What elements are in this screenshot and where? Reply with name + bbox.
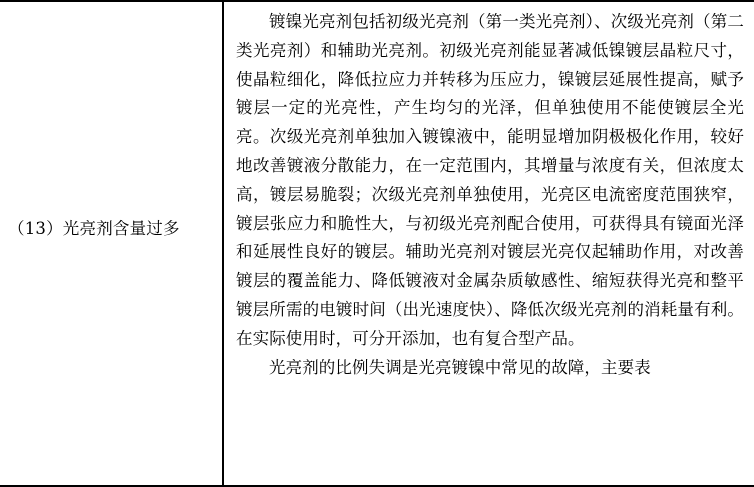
table-cell-body — [222, 0, 754, 487]
paragraph-2: 光亮剂的比例失调是光亮镀镍中常见的故障，主要表 — [269, 357, 651, 377]
body-text-block — [224, 2, 754, 382]
paragraph-1: 镀镍光亮剂包括初级光亮剂（第一类光亮剂）、次级光亮剂（第二类光亮剂）和辅助光亮剂。初级光亮剂能显著减低镍镀层晶粒尺寸，使晶粒细化，降低拉应力并转移为压应力，镍镀层延展性提高，赋予镀层一定的光亮性，产生均匀的光泽，但单独使用不能使镀层全光亮。次级光亮剂单独加入镀镍液中，能明显增加阴极极化作用，较好地改善镀液分散能力，在一定范围内，其增量与浓度有关，但浓度太高，镀层易脆裂；次级光亮剂单独使用，光亮区电流密度范围狭窄，镀层张应力和脆性大，与初级光亮剂配合使用，可获得具有镜面光泽和延展性良好的镀层。辅助光亮剂对镀层光亮仅起辅助作用，对改善镀层的覆盖能力、降低镀液对金属杂质敏感性、缩短获得光亮和整平镀层所需的电镀时间（出光速度快）、降低次级光亮剂的消耗量有利。在实际使用时，可分开添加，也有复合型产品。 — [236, 12, 744, 348]
fault-item-label: （13）光亮剂含量过多 — [8, 219, 180, 238]
table-cell-label — [0, 0, 222, 487]
